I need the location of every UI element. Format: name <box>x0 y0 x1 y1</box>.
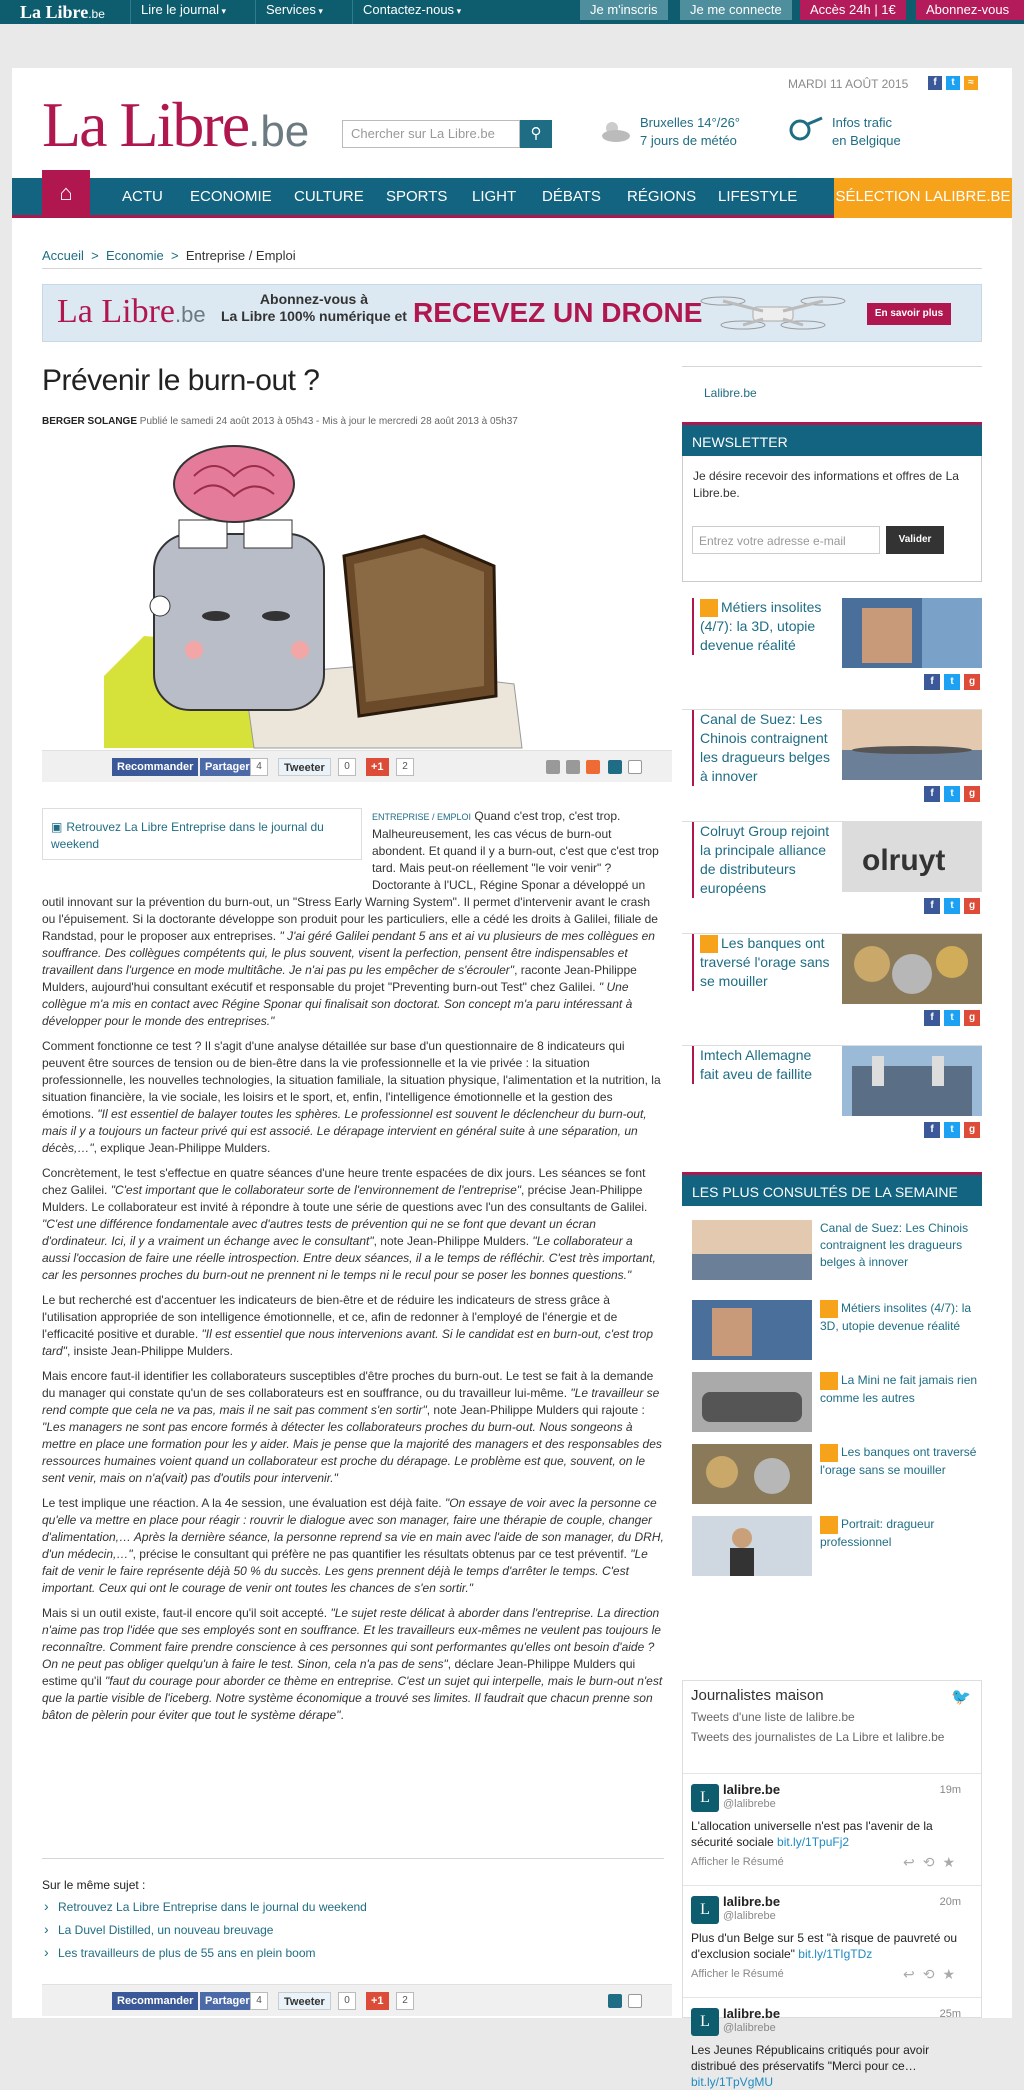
tweet[interactable]: L lalibre.be @lalibrebe 20m Plus d'un Belge sur 5 est "à risque de pauvreté ou d'exclusion sociale" bit.ly/1TIgTDz Afficher le Résumé ↩⟲★ <box>683 1885 981 1997</box>
breadcrumb-current: Entreprise / Emploi <box>185 248 296 263</box>
card-image <box>842 598 982 668</box>
traffic-icon <box>786 114 826 144</box>
divider <box>42 1858 664 1859</box>
nav-culture[interactable]: CULTURE <box>294 188 364 205</box>
share-bar-bottom <box>42 1984 672 2016</box>
twitter-icon[interactable]: t <box>946 76 960 90</box>
weather-icon <box>596 116 636 146</box>
twitter-icon[interactable]: t <box>944 1010 960 1026</box>
banner-text: Abonnez-vous à La Libre 100% numérique et <box>221 291 407 324</box>
nav-debats[interactable]: DÉBATS <box>542 188 601 205</box>
more-icon[interactable] <box>628 760 642 774</box>
tweet[interactable]: L lalibre.be @lalibrebe 19m L'allocation universelle n'est pas l'avenir de la sécurité sociale bit.ly/1TpuFj2 Afficher le Résumé ↩⟲★ <box>683 1773 981 1885</box>
gplus-button[interactable]: +1 <box>366 758 389 776</box>
breadcrumb-home[interactable]: Accueil <box>42 248 84 263</box>
more-icon[interactable] <box>628 1994 642 2008</box>
gplus-count: 2 <box>396 1992 414 2010</box>
related-item[interactable]: › Les travailleurs de plus de 55 ans en plein boom <box>42 1946 664 1960</box>
sidebar-card[interactable] <box>682 822 982 934</box>
divider <box>682 366 982 367</box>
article-body: ENTREPRISE / EMPLOI Quand c'est trop, c'est trop. Malheureusement, les cas vécus de burn-out abondent. Et quand il y a burn-out, c'est que c'est trop tard. Mais peut-on réellement "le voir venir" ? Doctorante à l'UCL, Régine Sponar a développé un outil innovant sur la prévention du burn-out, un "Stress Early Warning System". Il permet d'intervenir avant le crash ou l'épuisement. Si la doctorante développe son produit pour les particuliers, elle a cédé les droits à Galilei, filiale de Randstad, pour le proposer aux entreprises. " J'ai géré Galilei pendant 5 ans et ai vu plusieurs de mes collègues en souffrance. Des collègues compétents qui, le plus souvent, visent la perfection, pensent être indispensables et travaillent dans l'urgence en mode multitâche. Je n'ai pas pu les empêcher de s'écrouler", raconte Jean-Philippe Mulders, aujourd'hui consultant exécutif et responsable du projet "Preventing burn-out Test" chez Galilei. " Une collègue m'a mis en contact avec Régine Sponar qui finalisait son doctorat. Son concept m'a paru intéressant à développer pour le monde des entreprises." Comment fonctionne ce test ? Il s'agit d'une analyse détaillée sur base d'un questionnaire de 8 indicateurs qui peuvent être sources de tension ou de bien-être dans la vie professionnelle et la vie privée : la situation professionnelle, les nouvelles technologies, la situation familiale, la situation physique, l'alimentation et la nutrition, la situation financière, la vie sociale, les loisirs et le sport, et, enfin, l'intelligence émotionnelle et la gestion des émotions. "Il est essentiel de balayer toutes les sphères. Le professionnel est souvent le déclencheur du burn-out, mais il y a toujours un facteur privé qui est associé. Le dérapage intervient en général suite à une séparation, un décès,…", explique Jean-Philippe Mulders. Concrètement, le test s'effectue en quatre séances d'une heure trente espacées de dix jours. Les séances se font chez Galilei. "C'est important que le collaborateur sorte de l'environnement de l'entreprise", précise Jean-Philippe Mulders. Le collaborateur est invité à répondre à toute une série de questions avec l'un des consultants de Galilei. "C'est une différence fondamentale avec d'autres tests de prévention qui ne se font que devant un écran d'ordinateur. Ici, il y a vraiment un échange avec le consultant", note Jean-Philippe Mulders. "Le collaborateur a aussi l'occasion de faire une réelle introspection. Entre deux séances, il a le temps de réfléchir. C'est très important, car les personnes proches du burn-out ne prennent ni le temps ni le recul pour se poser les bonnes questions." Le but recherché est d'accentuer les indicateurs de bien-être et de réduire les indicateurs de stress grâce à l'utilisation appropriée de son intelligence émotionnelle, et ce, afin de redonner à l'employé de l'énergie et de l'efficacité positive et durable. "Il est essentiel que nous intervenions avant. Si le candidat est en burn-out, c'est trop tard", insiste Jean-Philippe Mulders. Mais encore faut-il identifier les collaborateurs susceptibles d'être proches du burn-out. Le test se fait à la demande du manager qui constate qu'un de ses collaborateurs est en souffrance, ou du travailleur lui-même. "Le travailleur se rend compte que cela ne va pas, mais il ne sait pas comment s'en sortir", note Jean-Philippe Mulders qui rajoute : "Les managers ne sont pas encore formés à détecter les collaborateurs proches du burn-out. Nous songeons à mettre en place une formation pour les y aider. Mais je pense que la majorité des managers et des responsables des ressources humaines voient quand un collaborateur est proche du dérapage. Le problème est que, souvent, on le sent venir, mais on n'a(vait) pas d'outils pour intervenir." Le test implique une réaction. A la 4e session, une évaluation est déjà faite. "On essaye de voir avec la personne ce qu'elle va mettre en place pour réagir : rouvrir le dialogue avec son manager, faire une thérapie de couple, changer d'alimentation,… Après la dernière séance, la personne reprend sa vie en main avec l'aide de son manager, du DRH, d'un médecin,…", précise le consultant qui préfère ne pas quantifier les résultats obtenus par ce test préventif. "Le fait de venir le faire représente déjà 50 % du succès. Les gens prennent déjà le temps d'arrêter le temps. C'est important. Ceux qui ont le courage de venir ont toutes les chances de s'en sortir." Mais si un outil existe, faut-il encore qu'il soit accepté. "Le sujet reste délicat à aborder dans l'entreprise. La direction n'aime pas trop l'idée que ses employés sont en souffrance. Et les travailleurs eux-mêmes ne veulent pas toujours le reconnaître. Comment faire prendre conscience à ces personnes qui sont performantes qu'elles ont besoin d'aide ? On ne peut pas obliger quelqu'un à faire le test. Sinon, cela n'a pas de sens", déclare Jean-Philippe Mulders qui estime qu'il "faut du courage pour aborder ce thème en entreprise. C'est un sujet qui interpelle, mais le burn-out n'est que la partie visible de l'iceberg. Notre système économique a trouvé ses limites. Il faudrait que chacun prenne son bâton de pèlerin pour éviter que tout le système dérape". <box>42 809 664 1722</box>
premium-icon <box>820 1444 838 1462</box>
related-title: Sur le même sujet : <box>42 1878 146 1892</box>
banner-headline: RECEVEZ UN DRONE <box>413 297 703 328</box>
premium-icon <box>820 1300 838 1318</box>
sidebar-link[interactable]: Lalibre.be <box>704 386 757 400</box>
share-count: 4 <box>250 758 268 776</box>
gplus-count: 2 <box>396 758 414 776</box>
facebook-share-button[interactable]: Partager <box>200 758 255 776</box>
twitter-icon[interactable]: t <box>944 674 960 690</box>
most-read-title: LES PLUS CONSULTÉS DE LA SEMAINE <box>682 1172 982 1206</box>
card-image <box>842 710 982 780</box>
tweet-link[interactable]: bit.ly/1TpVgMU <box>691 2075 774 2089</box>
gplus-icon[interactable]: g <box>964 674 980 690</box>
tweet-summary-link[interactable]: Afficher le Résumé <box>691 1856 784 1868</box>
home-icon[interactable]: ⌂ <box>42 170 90 218</box>
premium-icon <box>820 1372 838 1390</box>
gplus-icon[interactable]: g <box>964 786 980 802</box>
ad-banner[interactable] <box>42 284 982 342</box>
twitter-icon[interactable]: 🐦 <box>951 1689 971 1706</box>
svg-text:olruyt: olruyt <box>862 844 946 877</box>
top-bar <box>0 0 1024 24</box>
tweet-link[interactable]: bit.ly/1TpuFj2 <box>777 1835 850 1849</box>
access-button[interactable]: Accès 24h | 1€ <box>800 0 906 20</box>
facebook-icon[interactable]: f <box>924 1010 940 1026</box>
page <box>12 68 1012 2089</box>
topbar-nav-journal[interactable]: Lire le journal ▾ <box>130 0 236 24</box>
most-read-header <box>682 1172 982 1206</box>
most-read-item[interactable]: Les banques ont traversé l'orage sans se mouiller <box>692 1444 982 1508</box>
article-byline: BERGER SOLANGE Publié le samedi 24 août 2013 à 05h43 - Mis à jour le mercredi 28 août 2013 à 05h37 <box>42 416 518 427</box>
nav-lifestyle[interactable]: LIFESTYLE <box>718 188 798 205</box>
comment-icon[interactable] <box>608 760 622 774</box>
signup-button[interactable]: Je m'inscris <box>580 0 668 20</box>
tweet-link[interactable]: bit.ly/1TIgTDz <box>798 1947 873 1961</box>
most-read-image <box>692 1220 812 1280</box>
facebook-recommend-button[interactable]: Recommander <box>112 758 198 776</box>
newsletter-box <box>682 422 982 584</box>
print-icon[interactable] <box>546 760 560 774</box>
comment-icon[interactable] <box>608 1994 622 2008</box>
twitter-widget <box>682 1680 982 2089</box>
subscribe-button[interactable]: Abonnez-vous <box>916 0 1024 20</box>
gplus-icon[interactable]: g <box>964 1010 980 1026</box>
breadcrumb-section[interactable]: Economie <box>105 248 164 263</box>
most-read-image <box>692 1372 812 1432</box>
card-title[interactable]: Métiers insolites (4/7): la 3D, utopie devenue réalité <box>700 599 822 654</box>
avatar[interactable]: L <box>691 2008 719 2036</box>
card-title[interactable]: Les banques ont traversé l'orage sans se mouiller <box>700 935 830 990</box>
search-input[interactable]: Chercher sur La Libre.be <box>342 120 520 148</box>
most-read-image <box>692 1444 812 1504</box>
most-read-item[interactable]: Canal de Suez: Les Chinois contraignent les dragueurs belges à innover <box>692 1220 982 1284</box>
facebook-icon[interactable]: f <box>928 76 942 90</box>
facebook-icon[interactable]: f <box>924 674 940 690</box>
banner-logo: La Libre.be <box>57 293 206 330</box>
most-read-item[interactable]: Portrait: dragueur professionnel <box>692 1516 982 1580</box>
twitter-widget-title: Journalistes maison <box>691 1687 824 1704</box>
share-count: 4 <box>250 1992 268 2010</box>
main-nav <box>12 178 1012 218</box>
avatar[interactable]: L <box>691 1896 719 1924</box>
nav-selection[interactable]: SÉLECTION LALIBRE.BE <box>834 178 1012 218</box>
weather-widget[interactable]: Bruxelles 14°/26° 7 jours de météo <box>640 115 741 148</box>
tweet-count: 0 <box>338 758 356 776</box>
article-illustration <box>104 436 522 748</box>
share-bar <box>42 750 672 782</box>
tweet-button[interactable]: Tweeter <box>278 758 331 776</box>
banner-cta-button[interactable]: En savoir plus <box>867 303 951 325</box>
drone-image <box>693 289 853 339</box>
facebook-share-button[interactable]: Partager <box>200 1992 255 2010</box>
nav-sports[interactable]: SPORTS <box>386 188 448 205</box>
most-read-item[interactable]: Métiers insolites (4/7): la 3D, utopie devenue réalité <box>692 1300 982 1364</box>
twitter-description: Tweets des journalistes de La Libre et lalibre.be <box>691 1730 945 1744</box>
newspaper-icon: ▣ <box>51 820 63 834</box>
topbar-nav-contact[interactable]: Contactez-nous ▾ <box>352 0 471 24</box>
premium-icon <box>820 1516 838 1534</box>
facebook-recommend-button[interactable]: Recommander <box>112 1992 198 2010</box>
newsletter-submit-button[interactable]: Valider <box>886 526 944 554</box>
nav-actu[interactable]: ACTU <box>122 188 163 205</box>
gplus-icon[interactable]: g <box>964 1122 980 1138</box>
card-title[interactable]: Canal de Suez: Les Chinois contraignent les dragueurs belges à innover <box>700 711 830 784</box>
tweet-actions[interactable]: ↩⟲★ <box>902 1854 963 1870</box>
newsletter-title: NEWSLETTER <box>682 422 982 456</box>
avatar[interactable]: L <box>691 1784 719 1812</box>
facebook-icon[interactable]: f <box>924 898 940 914</box>
sidebar-card[interactable] <box>682 598 982 710</box>
header-date: MARDI 11 AOÛT 2015 <box>788 77 909 91</box>
related-articles <box>42 1878 664 1969</box>
promo-box[interactable]: ▣ Retrouvez La Libre Entreprise dans le journal du weekend <box>42 808 362 860</box>
premium-icon <box>700 599 718 617</box>
newsletter-text: Je désire recevoir des informations et offres de La Libre.be. <box>693 469 959 500</box>
card-image <box>842 822 982 892</box>
mail-icon[interactable] <box>566 760 580 774</box>
sidebar-card[interactable] <box>682 1046 982 1158</box>
twitter-subtitle: Tweets d'une liste de lalibre.be <box>691 1710 855 1724</box>
rss-icon[interactable]: ≈ <box>964 76 978 90</box>
nav-economie[interactable]: ECONOMIE <box>190 188 272 205</box>
gplus-icon[interactable]: g <box>964 898 980 914</box>
card-image <box>842 934 982 1004</box>
tweet-count: 0 <box>338 1992 356 2010</box>
card-title[interactable]: Colruyt Group rejoint la principale alliance de distributeurs européens <box>700 823 830 896</box>
sidebar-card[interactable] <box>682 710 982 822</box>
twitter-icon[interactable]: t <box>944 1122 960 1138</box>
facebook-icon[interactable]: f <box>924 1122 940 1138</box>
nav-regions[interactable]: RÉGIONS <box>627 188 697 205</box>
brand-logo[interactable]: La Libre.be <box>42 89 310 160</box>
nav-light[interactable]: LIGHT <box>472 188 517 205</box>
related-item[interactable]: › La Duvel Distilled, un nouveau breuvage <box>42 1923 664 1937</box>
tweet-actions[interactable]: ↩⟲★ <box>902 1966 963 1982</box>
topbar-logo[interactable]: La Libre.be <box>20 2 105 22</box>
twitter-icon[interactable]: t <box>944 786 960 802</box>
most-read-image <box>692 1516 812 1576</box>
newsletter-email-input[interactable]: Entrez votre adresse e-mail <box>692 526 880 554</box>
topbar-nav-services[interactable]: Services ▾ <box>255 0 333 24</box>
gplus-button[interactable]: +1 <box>366 1992 389 2010</box>
card-image <box>842 1046 982 1116</box>
tweet-summary-link[interactable]: Afficher le Résumé <box>691 1968 784 1980</box>
tweet-button[interactable]: Tweeter <box>278 1992 331 2010</box>
twitter-icon[interactable]: t <box>944 898 960 914</box>
login-button[interactable]: Je me connecte <box>680 0 792 20</box>
tweet[interactable]: L lalibre.be @lalibrebe 25m Les Jeunes Républicains critiqués pour avoir distribué des préservatifs "Merci pour ce… bit.ly/1TpVgMU <box>683 1997 981 2019</box>
premium-icon <box>700 935 718 953</box>
divider <box>42 268 982 269</box>
traffic-widget[interactable]: Infos trafic en Belgique <box>832 115 901 148</box>
related-item[interactable]: › Retrouvez La Libre Entreprise dans le journal du weekend <box>42 1900 664 1914</box>
most-read-item[interactable]: La Mini ne fait jamais rien comme les autres <box>692 1372 982 1436</box>
search-icon[interactable]: ⚲ <box>520 120 552 148</box>
article-category[interactable]: ENTREPRISE / EMPLOI <box>372 812 472 822</box>
most-read-image <box>692 1300 812 1360</box>
facebook-icon[interactable]: f <box>924 786 940 802</box>
breadcrumb: Accueil > Economie > Entreprise / Emploi <box>42 248 296 263</box>
sidebar-card[interactable] <box>682 934 982 1046</box>
article-title: Prévenir le burn-out ? <box>42 364 320 397</box>
card-title[interactable]: Imtech Allemagne fait aveu de faillite <box>700 1047 813 1082</box>
addthis-icon[interactable] <box>586 760 600 774</box>
